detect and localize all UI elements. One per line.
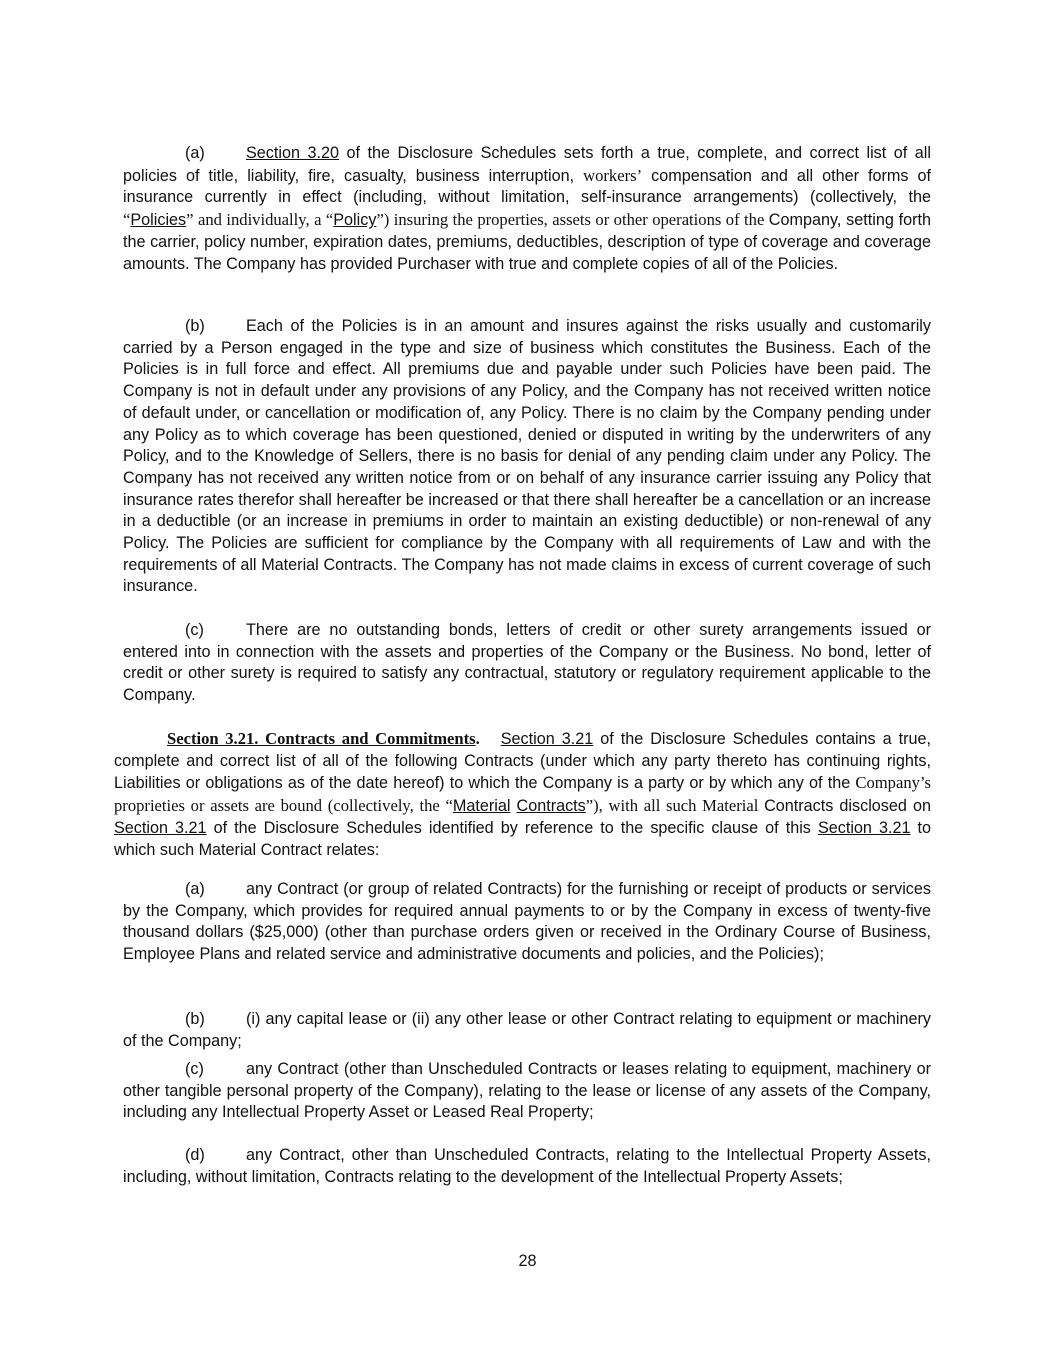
section-reference: Section 3.21 (817, 818, 911, 837)
paragraph-text: any Contract (other than Unscheduled Contracts or leases relating to equipment, machinery or other tangible personal property of the Company), relating to the lease or license of any assets of the Company, including any Intellectual Property Asset or Leased Real Property; (123, 1060, 931, 1122)
paragraph-text: Company, setting forth the carrier, policy number, expiration dates, premiums, deductibles, description of type of coverage and coverage amounts. The Company has provided Purchaser with true and complete copies of all of the Policies. (123, 211, 932, 273)
defined-term: Material (452, 797, 511, 816)
section-3-21-intro (114, 728, 931, 861)
heading-punctuation: . (475, 729, 480, 748)
paragraph-3-20-c (123, 620, 931, 707)
paragraph-text: workers’ (583, 165, 643, 185)
defined-term: Contracts (516, 797, 586, 816)
paragraph-text: of the Disclosure Schedules identified by reference to the specific clause of this (206, 818, 818, 837)
paragraph-3-21-c (123, 1059, 931, 1124)
page-number: 28 (518, 1252, 537, 1270)
paragraph-text: ” and individually, a “ (186, 210, 334, 230)
clause-label: (d) (185, 1146, 205, 1164)
section-reference: Section 3.20 (246, 144, 340, 162)
section-reference: Section 3.21 (114, 818, 207, 837)
clause-label: (a) (185, 880, 205, 898)
paragraph-text: (i) any capital lease or (ii) any other lease or other Contract relating to equipment or machinery of the Company; (123, 1010, 931, 1050)
paragraph-text: of the Disclosure Schedules sets forth a true, complete, and correct list of all policies of title, liability, fire, casualty, business interruption, (123, 144, 931, 185)
clause-label: (b) (185, 317, 205, 335)
defined-term: Policy (333, 211, 377, 230)
paragraph-3-20-b (123, 316, 931, 598)
paragraph-3-21-d (123, 1145, 931, 1188)
paragraph-text: Each of the Policies is in an amount and insures against the risks usually and customarily carried by a Person engaged in the type and size of business which constitutes the Business. Each of the Policies is in full force and effect. All premiums due and payable under such Policies have been paid. The Company is not in default under any provisions of any Policy, and the Company has not received written notice of default under, or cancellation or modification of, any Policy. There is no claim by the Company pending under any Policy as to which coverage has been questioned, denied or disputed in writing by the underwriters of any Policy, and to the Knowledge of Sellers, there is no basis for denial of any pending claim under any Policy. The Company has not received any written notice from or on behalf of any insurance carrier issuing any Policy that insurance rates therefor shall hereafter be increased or that there shall hereafter be a cancellation or an increase in a deductible (or an increase in premiums in order to maintain an existing deductible) or non-renewal of any Policy. The Policies are sufficient for compliance by the Company with all requirements of Law and with the requirements of all Material Contracts. The Company has not made claims in excess of current coverage of such insurance. (123, 317, 931, 596)
clause-label: (b) (185, 1010, 205, 1028)
paragraph-text: any Contract, other than Unscheduled Contracts, relating to the Intellectual Property Assets, including, without limitation, Contracts relating to the development of the Intellectual Property Assets; (123, 1146, 931, 1186)
paragraph-text: to which such Material Contract relates: (114, 818, 932, 859)
paragraph-3-20-a (123, 143, 931, 275)
section-reference: Section 3.21 (500, 730, 594, 748)
paragraph-text: ”), with all such Material (585, 796, 765, 816)
section-heading: Section 3.21. Contracts and Commitments (167, 729, 476, 748)
paragraph-text: Contracts disclosed on (764, 797, 931, 816)
paragraph-3-21-a (123, 879, 931, 966)
paragraph-text: any Contract (or group of related Contracts) for the furnishing or receipt of products or services by the Company, which provides for required annual payments to or by the Company in excess of twenty-five thousand dollars ($25,000) (other than purchase orders given or received in the Ordinary Course of Business, Employee Plans and related service and administrative documents and policies, and the Policies); (123, 880, 931, 964)
paragraph-text: compensation and all other forms of insurance currently in effect (including, without limitation, self-insurance arrangements) (collectively, the (123, 166, 931, 207)
defined-term: Policies (130, 211, 187, 230)
clause-label: (c) (185, 1060, 204, 1078)
paragraph-text: of the Disclosure Schedules contains a true, complete and correct list of all of the following Contracts (under which any party thereto has continuing rights, Liabilities or obligations as of the date hereof) to which the Company is a party or by which any of the (114, 730, 932, 793)
clause-label: (a) (185, 144, 205, 162)
paragraph-text: There are no outstanding bonds, letters of credit or other surety arrangements issued or entered into in connection with the assets and properties of the Company or the Business. No bond, letter of credit or other surety is required to satisfy any contractual, statutory or regulatory requirement applicable to the Company. (123, 621, 931, 705)
paragraph-3-21-b (123, 1009, 931, 1052)
paragraph-text: Company’s proprieties or assets are bound (collectively, the “ (114, 773, 931, 816)
clause-label: (c) (185, 621, 204, 639)
paragraph-text: “ (123, 210, 131, 230)
paragraph-text: ”) insuring the properties, assets or other operations of the (376, 210, 769, 230)
